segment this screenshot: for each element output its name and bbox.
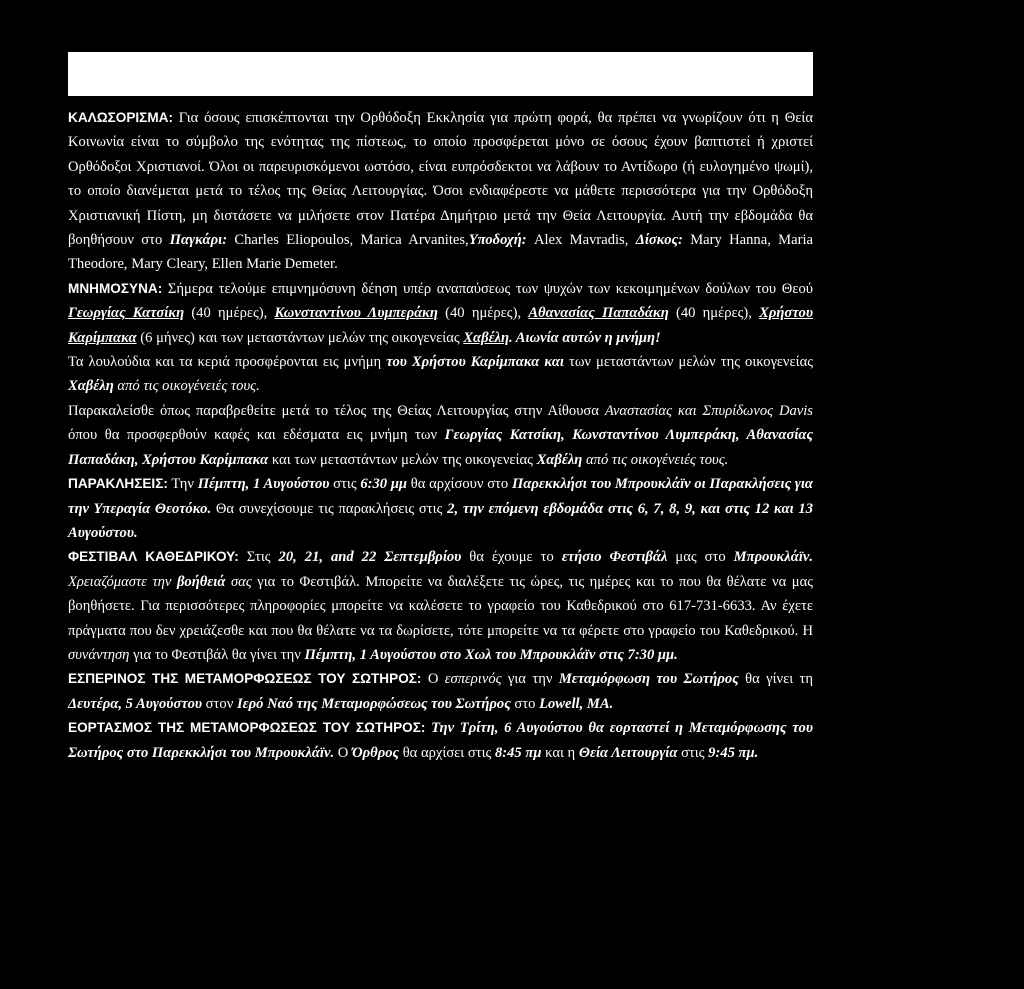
vespers-text: Ο — [421, 671, 445, 688]
vespers-word: εσπερινός — [444, 671, 502, 688]
coffee-hall: Αναστασίας και Σπυρίδωνος Davis — [604, 402, 813, 419]
paraklisis-location: Παρεκκλήσι του Μπρουκλάϊν οι Παρακλήσεις για την Υπεραγία Θεοτόκο. — [68, 476, 814, 517]
festival-location: Μπρουκλάϊν. — [733, 549, 814, 566]
vespers-text: θα γίνει τη — [738, 671, 814, 688]
vespers-text: για την — [501, 671, 559, 688]
ypodochi-names: Alex Mavradis, — [526, 232, 636, 249]
feast-text: και η — [541, 744, 579, 761]
vespers-city: Lowell, MA. — [539, 695, 614, 712]
coffee-text: Παρακαλείσθε όπως παραβρεθείτε μετά το τέλος της Θείας Λειτουργίας στην Αίθουσα — [68, 402, 605, 419]
flowers-name: του Χρήστου Καρίμπακα και — [386, 354, 564, 371]
festival-text: Στις — [238, 549, 279, 566]
festival-help-text: Χρειαζόμαστε την — [68, 573, 177, 590]
feast-date: Την Τρίτη, 6 Αυγούστου θα εορταστεί η Μεταμόρφωσης του Σωτήρος στο Παρεκκλήσι του Μπρουκλάϊν. — [68, 720, 813, 761]
flowers-text: Τα λουλούδια και τα κεριά προσφέρονται εις μνήμη — [68, 354, 387, 371]
welcome-heading: ΚΑΛΩΣΟΡΙΣΜΑ: — [68, 110, 173, 125]
paraklisis-text: Θα συνεχίσουμε τις παρακλήσεις στις — [211, 500, 448, 517]
memorial-name: Χρήστου Καρίμπακα — [68, 305, 813, 346]
paraklisis-date: Πέμπτη, 1 Αυγούστου — [197, 476, 330, 493]
pangari-names: Charles Eliopoulos, Marica Arvanites, — [227, 232, 469, 249]
coffee-paragraph — [68, 399, 813, 472]
memorial-paragraph — [68, 277, 813, 350]
vespers-heading: ΕΣΠΕΡΙΝΟΣ ΤΗΣ ΜΕΤΑΜΟΡΦΩΣΕΩΣ ΤΟΥ ΣΩΤΗΡΟΣ: — [68, 671, 422, 687]
vespers-date: Δευτέρα, 5 Αυγούστου — [68, 695, 203, 712]
flowers-paragraph — [68, 350, 813, 399]
welcome-text: Για όσους επισκέπτονται την Ορθόδοξη Εκκλησία για πρώτη φορά, θα πρέπει να γνωρίζουν ότι η Θεία Κοινωνία είναι το σύμβολο της ενότητας της πίστεως, το οποίο προσφέρεται μόνο σε όσους έχουν βαπτιστεί ή χριστεί Ορθόδοξοι Χριστιανοί. Όλοι οι παρευρισκόμενοι ωστόσο, είναι ευπρόσδεκτοι να λάβουν το Αντίδωρο (ή ευλογημένο ψωμί), το οποίο διανέμεται μετά το τέλος της Θείας Λειτουργίας. Όσοι ενδιαφέρεστε να μάθετε περισσότερα για την Ορθόδοξη Χριστιανική Πίστη, μη διστάσετε να μιλήσετε στον Πατέρα Δημήτριο μετά την Θεία Λειτουργία. — [68, 110, 813, 224]
festival-help-text: σας — [225, 573, 252, 590]
memorial-name: Χαβέλη — [463, 329, 510, 346]
memorial-period: (40 ημέρες), — [184, 305, 275, 322]
festival-heading: ΦΕΣΤΙΒΑΛ ΚΑΘΕΔΡΙΚΟΥ: — [68, 549, 239, 565]
header-bar — [68, 52, 813, 96]
festival-meeting-details: Πέμπτη, 1 Αυγούστου στο Χωλ του Μπρουκλάϊν στις 7:30 μμ. — [304, 646, 678, 663]
memorial-name: Αθανασίας Παπαδάκη — [528, 305, 669, 322]
vespers-church: Ιερό Ναό της Μεταμορφώσεως του Σωτήρος — [236, 695, 511, 712]
bulletin-content — [68, 106, 813, 765]
coffee-text: και των μεταστάντων μελών της οικογενείας — [268, 451, 537, 468]
helpers-intro: Αυτή την εβδομάδα θα βοηθήσουν στο — [68, 207, 813, 249]
coffee-offered-by: από τις οικογένειές τους. — [582, 451, 729, 468]
festival-text: μας στο — [667, 549, 734, 566]
pangari-label: Παγκάρι: — [169, 232, 228, 249]
feast-paragraph — [68, 716, 813, 765]
paraklisis-text: στις — [329, 476, 361, 493]
diskos-names: Mary Hanna, Maria Theodore, Mary Cleary, Ellen Marie Demeter. — [68, 232, 814, 273]
coffee-family: Χαβέλη — [536, 451, 583, 468]
orthros-label: Όρθρος — [351, 744, 400, 761]
vespers-text: στο — [510, 695, 540, 712]
feast-text: στις — [677, 744, 709, 761]
paraklisis-schedule: 2, την επόμενη εβδομάδα στις 6, 7, 8, 9, και στις 12 και 13 Αυγούστου. — [68, 500, 813, 541]
flowers-text: των μεταστάντων μελών της οικογενείας — [563, 354, 814, 371]
paraklisis-paragraph — [68, 472, 813, 545]
paraklisis-text: Την — [167, 476, 198, 493]
memorial-name: Γεωργίας Κατσίκη — [68, 305, 185, 322]
coffee-text: όπου θα προσφερθούν καφές και εδέσματα εις μνήμη των — [68, 427, 445, 444]
flowers-offered-by: από τις οικογένειές τους. — [113, 378, 260, 395]
festival-text: θα έχουμε το — [461, 549, 562, 566]
festival-paragraph — [68, 545, 813, 667]
memorial-name: Κωνσταντίνου Λυμπεράκη — [274, 305, 438, 322]
memorial-text: Σήμερα τελούμε επιμνημόσυνη δέηση υπέρ αναπαύσεως των ψυχών των κεκοιμημένων δούλων του Θεού — [162, 280, 813, 297]
memorial-period: (6 μήνες) και των μεταστάντων μελών της οικογενείας — [136, 329, 464, 346]
liturgy-time: 9:45 πμ. — [708, 744, 759, 761]
paraklisis-text: θα αρχίσουν στο — [407, 476, 512, 493]
festival-dates: 20, 21, and 22 Σεπτεμβρίου — [278, 549, 462, 566]
vespers-paragraph — [68, 667, 813, 716]
festival-meeting: συνάντηση — [68, 646, 130, 663]
memorial-heading: ΜΝΗΜΟΣΥΝΑ: — [68, 280, 163, 296]
vespers-text: στον — [202, 695, 237, 712]
orthros-time: 8:45 πμ — [494, 744, 542, 761]
paraklisis-heading: ΠΑΡΑΚΛΗΣΕΙΣ: — [68, 476, 168, 492]
memorial-period: (40 ημέρες), — [668, 305, 760, 322]
festival-text: για το Φεστιβάλ. Μπορείτε να διαλέξετε τις ώρες, τις ημέρες και το που θα θέλατε να μας βοηθήσετε. Για περισσότερες πληροφορίες μπορείτε να καλέσετε το γραφείο του Καθεδρικού στο 617-731-6633. Αν έχετε πράγματα που δεν χρειάζεσθε και που θα θέλατε να τα δωρίσετε, τότε μπορείτε να τα φέρετε στο γραφείο του Καθεδρικού. Η — [68, 573, 814, 639]
festival-text: για το Φεστιβάλ θα γίνει την — [129, 646, 305, 663]
festival-name: ετήσιο Φεστιβάλ — [561, 549, 668, 566]
diskos-label: Δίσκος: — [635, 232, 683, 249]
ypodochi-label: Υποδοχή: — [468, 232, 527, 249]
memorial-period: (40 ημέρες), — [437, 305, 529, 322]
feast-heading: ΕΟΡΤΑΣΜΟΣ ΤΗΣ ΜΕΤΑΜΟΡΦΩΣΕΩΣ ΤΟΥ ΣΩΤΗΡΟΣ: — [68, 720, 426, 736]
vespers-feast: Μεταμόρφωση του Σωτήρος — [558, 671, 739, 688]
coffee-names: Γεωργίας Κατσίκη, Κωνσταντίνου Λυμπεράκη, Αθανασίας Παπαδάκη, Χρήστου Καρίμπακα — [68, 427, 813, 468]
paraklisis-time: 6:30 μμ — [360, 476, 408, 493]
memorial-closing: . Αιωνία αυτών η μνήμη! — [509, 329, 661, 346]
liturgy-label: Θεία Λειτουργία — [578, 744, 678, 761]
feast-text: Ο — [334, 744, 352, 761]
flowers-family: Χαβέλη — [68, 378, 114, 395]
welcome-paragraph — [68, 106, 813, 277]
festival-help: βοήθειά — [176, 573, 226, 590]
feast-text: θα αρχίσει στις — [399, 744, 495, 761]
